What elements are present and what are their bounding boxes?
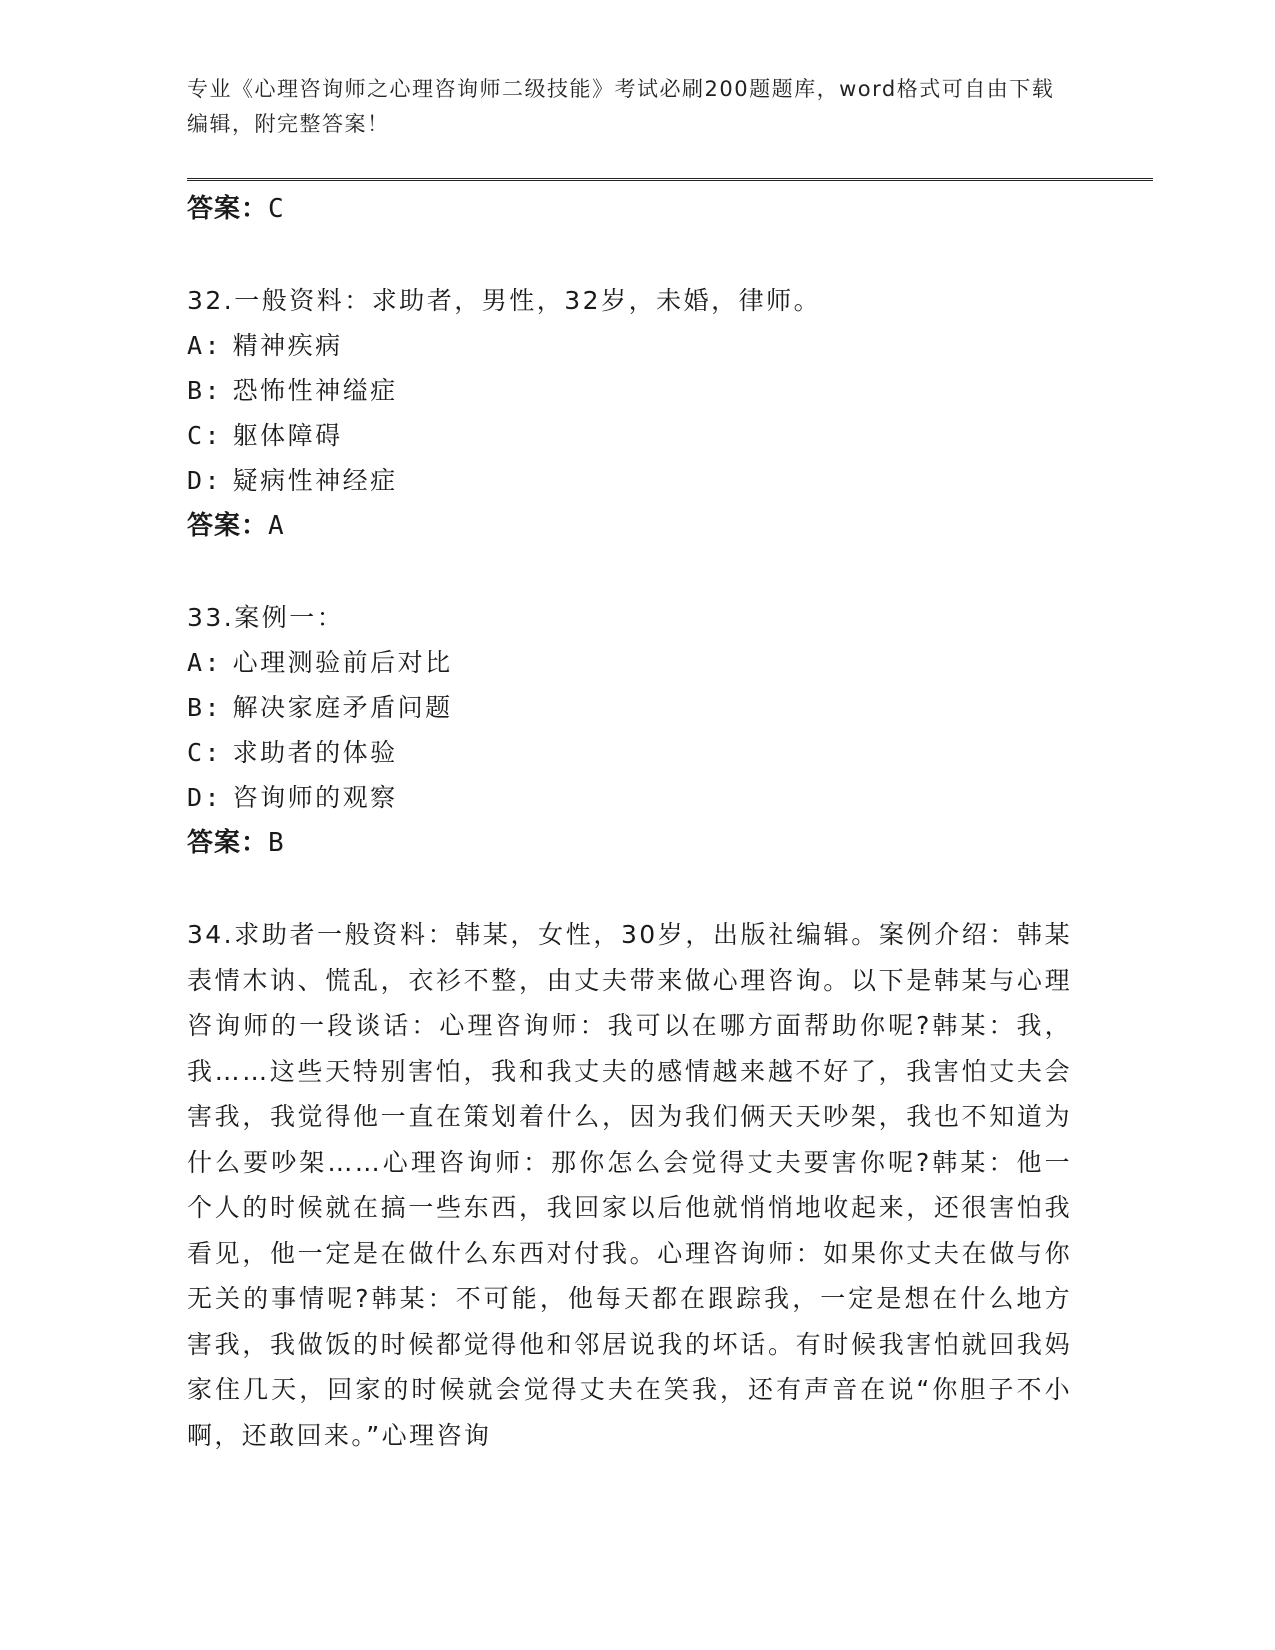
option-text: 恐怖性神缢症 <box>232 376 398 405</box>
document-header: 专业《心理咨询师之心理咨询师二级技能》考试必刷200题题库，word格式可自由下载编辑，附完整答案！ <box>187 77 1055 136</box>
spacer <box>187 232 1087 278</box>
question-stem: 32.一般资料：求助者，男性，32岁，未婚，律师。 <box>187 286 822 315</box>
option-b <box>187 368 1087 413</box>
answer-label: 答案： <box>187 828 269 858</box>
answer-value: A <box>268 511 285 541</box>
option-letter: B: <box>187 376 223 405</box>
option-text: 心理测验前后对比 <box>232 648 453 677</box>
answer-label: 答案： <box>187 511 269 541</box>
option-text: 咨询师的观察 <box>232 783 398 812</box>
answer-value: B <box>268 828 285 858</box>
option-text: 解决家庭矛盾问题 <box>232 693 453 722</box>
document-body <box>187 186 1087 1458</box>
option-a <box>187 323 1087 368</box>
answer-label: 答案： <box>187 194 269 224</box>
answer-value: C <box>268 194 285 224</box>
question-answer <box>187 820 1087 866</box>
option-a <box>187 640 1087 685</box>
option-letter: D: <box>187 466 223 495</box>
option-text: 躯体障碍 <box>232 421 343 450</box>
option-d <box>187 458 1087 503</box>
header-divider <box>187 178 1153 181</box>
question-answer <box>187 503 1087 549</box>
option-text: 疑病性神经症 <box>232 466 398 495</box>
previous-answer <box>187 186 1087 232</box>
spacer <box>187 549 1087 595</box>
question-32 <box>187 278 1087 549</box>
option-text: 求助者的体验 <box>232 738 398 767</box>
question-34-text: 34.求助者一般资料：韩某，女性，30岁，出版社编辑。案例介绍：韩某表情木讷、慌乱，衣衫不整，由丈夫带来做心理咨询。以下是韩某与心理咨询师的一段谈话：心理咨询师：我可以在哪方面帮助你呢?韩某：我，我……这些天特别害怕，我和我丈夫的感情越来越不好了，我害怕丈夫会害我，我觉得他一直在策划着什么，因为我们俩天天吵架，我也不知道为什么要吵架……心理咨询师：那你怎么会觉得丈夫要害你呢?韩某：他一个人的时候就在搞一些东西，我回家以后他就悄悄地收起来，还很害怕我看见，他一定是在做什么东西对付我。心理咨询师：如果你丈夫在做与你无关的事情呢?韩某：不可能，他每天都在跟踪我，一定是想在什么地方害我，我做饭的时候都觉得他和邻居说我的坏话。有时候我害怕就回我妈家住几天，回家的时候就会觉得丈夫在笑我，还有声音在说“你胆子不小啊，还敢回来。”心理咨询 <box>187 920 1072 1450</box>
question-33 <box>187 595 1087 866</box>
option-c <box>187 730 1087 775</box>
option-c <box>187 413 1087 458</box>
option-letter: C: <box>187 421 223 450</box>
option-letter: A: <box>187 648 223 677</box>
spacer <box>187 866 1087 912</box>
option-letter: C: <box>187 738 223 767</box>
option-letter: A: <box>187 331 223 360</box>
option-b <box>187 685 1087 730</box>
option-letter: D: <box>187 783 223 812</box>
option-d <box>187 775 1087 820</box>
question-stem: 33.案例一： <box>187 603 345 632</box>
option-letter: B: <box>187 693 223 722</box>
option-text: 精神疾病 <box>232 331 343 360</box>
